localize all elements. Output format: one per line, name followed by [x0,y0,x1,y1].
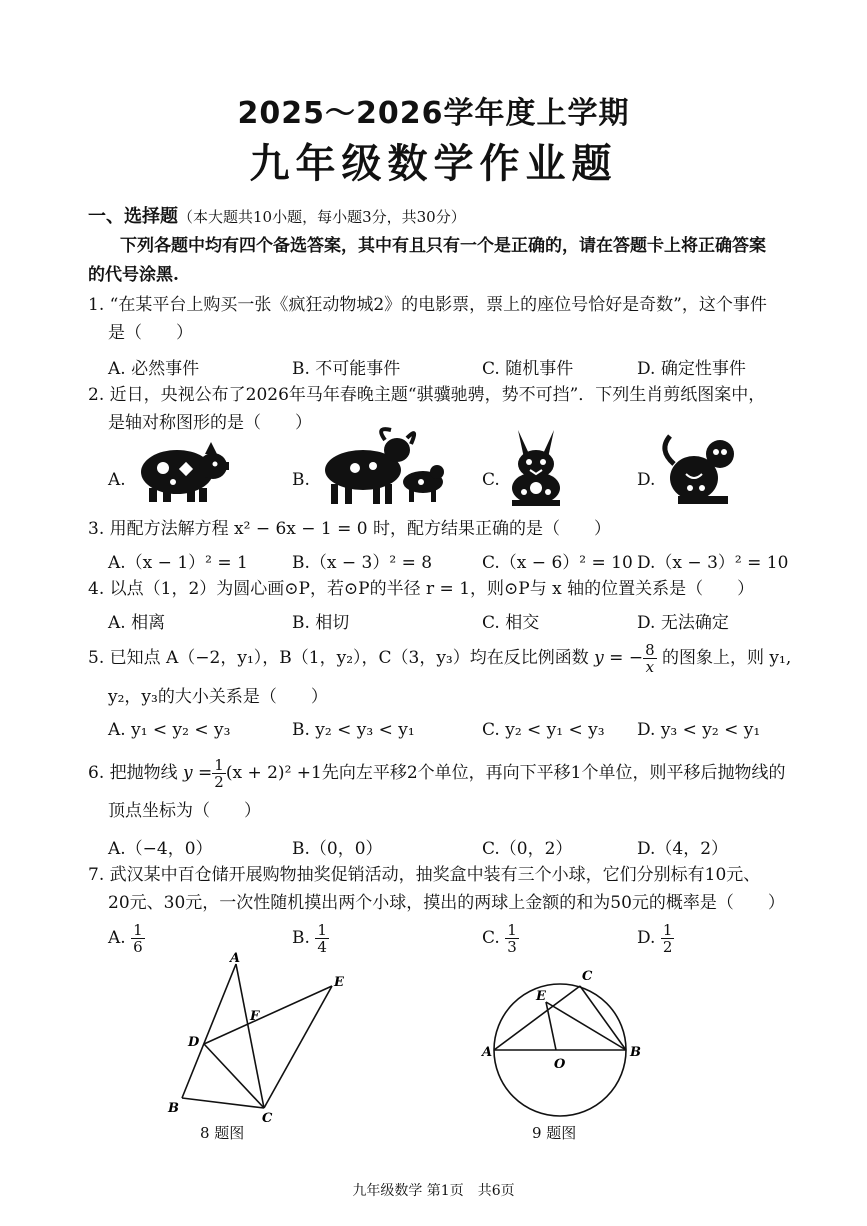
q2-option-b[interactable]: B. [292,470,310,490]
figure-8-diagram [160,948,360,1126]
q4-option-c[interactable]: C. 相交 [482,613,540,633]
q3-option-b[interactable]: B.（x − 3）² = 8 [292,553,433,573]
q5-option-d[interactable]: D. y₃ < y₂ < y₁ [637,720,761,740]
frac-num: 1 [317,921,327,939]
q6-option-a[interactable]: A.（−4，0） [108,839,213,859]
point-label-A: A [482,1045,493,1060]
q6-text-part2: 先向左平移2个单位，再向下平移1个单位，则平移后抛物线的 [321,763,786,783]
point-label-D: D [188,1035,200,1050]
q7-option-a-fraction [131,922,145,955]
q1-option-b[interactable]: B. 不可能事件 [292,359,401,379]
q1-option-c[interactable]: C. 随机事件 [482,359,574,379]
q6-frac-num: 1 [214,756,224,774]
point-label-A: A [230,951,241,966]
frac-den: 6 [133,938,143,956]
q1-option-a[interactable]: A. 必然事件 [108,359,200,379]
q5-option-a[interactable]: A. y₁ < y₂ < y₃ [108,720,231,740]
section-note: （本大题共10小题，每小题3分，共30分） [178,208,466,226]
q3-option-d[interactable]: D.（x − 3）² = 10 [637,553,789,573]
q5-option-c[interactable]: C. y₂ < y₁ < y₃ [482,720,605,740]
frac-den: 2 [662,938,673,956]
q7-option-a-label: A. [108,928,126,948]
q7-option-d-label: D. [637,928,656,948]
q5-fraction [643,642,657,675]
q6-expr: (x + 2)² +1 [225,763,322,783]
ox-papercut-icon [315,424,447,506]
q5-frac-num: 8 [645,641,655,659]
q6-text-line2: 顶点坐标为（ ） [108,801,261,821]
q5-text-part1: 5. 已知点 A（−2，y₁），B（1，y₂），C（3，y₃）均在反比例函数 [88,648,589,668]
q6-text-line1 [88,757,785,790]
page-title: 九年级数学作业题 [249,141,618,187]
q5-func-lhs: y = − [594,648,644,668]
q3-text: 3. 用配方法解方程 x² − 6x − 1 = 0 时，配方结果正确的是（ ） [88,519,612,539]
q7-option-c[interactable] [482,922,519,955]
instructions-line2: 的代号涂黑. [88,265,179,285]
q3-option-a[interactable]: A.（x − 1）² = 1 [108,553,248,573]
page-footer: 九年级数学 第1页 共6页 [352,1183,515,1199]
q2-option-d[interactable]: D. [637,470,656,490]
frac-den: 3 [507,938,517,956]
q1-text-line2: 是（ ） [108,323,193,343]
point-label-B: B [168,1101,179,1116]
point-label-O: O [554,1057,566,1072]
q7-text-line1: 7. 武汉某中百仓储开展购物抽奖促销活动，抽奖盒中装有三个小球，它们分别标有10元、 [88,865,761,885]
frac-num: 1 [133,921,143,939]
q6-option-d[interactable]: D.（4，2） [637,839,729,859]
q2-text-line2: 是轴对称图形的是（ ） [108,413,312,433]
q5-text-line1 [88,642,791,675]
q5-option-b[interactable]: B. y₂ < y₃ < y₁ [292,720,415,740]
q7-option-d-fraction [661,922,675,955]
q5-text-part2: 的图象上，则 y₁, [662,648,792,668]
frac-num: 1 [662,921,673,939]
figure-8-caption: 8 题图 [200,1124,245,1142]
q5-text-line2: y₂，y₃的大小关系是（ ） [108,687,328,707]
point-label-B: B [630,1045,641,1060]
pig-papercut-icon [133,432,229,504]
q3-option-c[interactable]: C.（x − 6）² = 10 [482,553,633,573]
q2-option-a[interactable]: A. [108,470,126,490]
q2-option-c[interactable]: C. [482,470,500,490]
point-label-C: C [582,969,593,984]
q4-text: 4. 以点（1，2）为圆心画⊙P，若⊙P的半径 r = 1，则⊙P与 x 轴的位置关系是（ ） [88,579,755,599]
q7-option-c-fraction [505,922,519,955]
q7-option-b-label: B. [292,928,310,948]
q6-fraction [212,757,226,790]
q6-func-lhs: y = [183,763,213,783]
figure-9-diagram [478,960,648,1120]
rabbit-papercut-icon [496,426,576,508]
q5-frac-den: x [645,658,655,676]
q6-option-c[interactable]: C.（0，2） [482,839,573,859]
q4-option-b[interactable]: B. 相切 [292,613,350,633]
figure-9-caption: 9 题图 [532,1124,577,1142]
section-heading [88,202,466,228]
q1-option-d[interactable]: D. 确定性事件 [637,359,746,379]
point-label-C: C [262,1111,273,1126]
q7-option-c-label: C. [482,928,500,948]
school-year: 2025～2026学年度上学期 [237,96,630,131]
q7-option-a[interactable] [108,922,145,955]
point-label-E: E [334,975,344,990]
q4-option-d[interactable]: D. 无法确定 [637,613,729,633]
frac-den: 4 [317,938,327,956]
q4-option-a[interactable]: A. 相离 [108,613,166,633]
q1-text-line1: 1. “在某平台上购买一张《疯狂动物城2》的电影票，票上的座位号恰好是奇数”，这个事件 [88,295,767,315]
q6-option-b[interactable]: B.（0，0） [292,839,383,859]
point-label-F: F [250,1009,260,1024]
frac-num: 1 [507,921,517,939]
q6-frac-den: 2 [214,773,224,791]
monkey-papercut-icon [656,430,746,508]
q6-text-part1: 6. 把抛物线 [88,763,178,783]
q7-option-d[interactable] [637,922,674,955]
instructions-line1: 下列各题中均有四个备选答案，其中有且只有一个是正确的，请在答题卡上将正确答案 [120,236,766,256]
q7-text-line2: 20元、30元，一次性随机摸出两个小球，摸出的两球上金额的和为50元的概率是（ ） [108,893,785,913]
q2-text-line1: 2. 近日，央视公布了2026年马年春晚主题“骐骥驰骋，势不可挡”．下列生肖剪纸图案中， [88,385,766,405]
section-title: 一、选择题 [88,206,178,227]
point-label-E: E [536,989,546,1004]
